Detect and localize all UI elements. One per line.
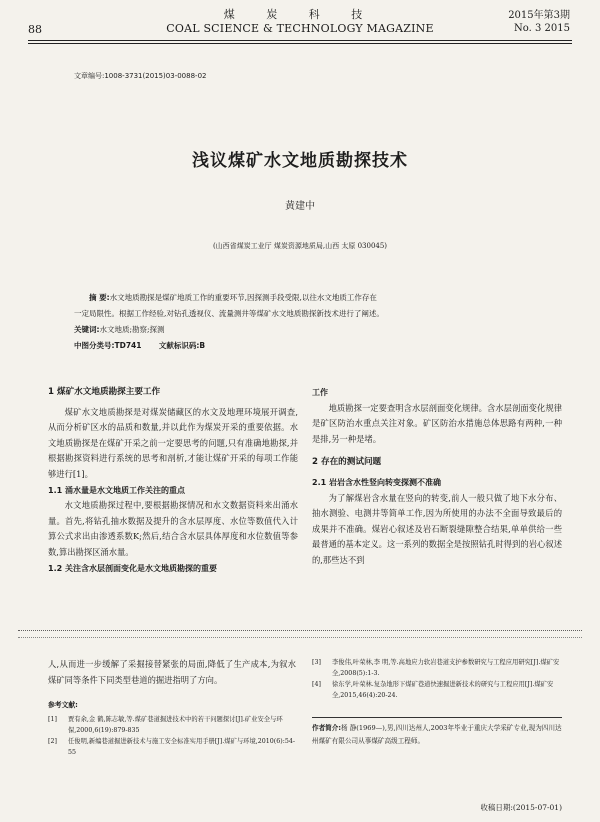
bottom-left-block (48, 657, 296, 758)
abstract-line-1 (74, 290, 529, 306)
reference-number: [2] (48, 737, 57, 745)
reference-number: [1] (48, 715, 57, 723)
doc-code-label: 文献标识码: (158, 341, 200, 350)
reference-text: 任俊明,新编巷道掘进新技术与施工安全标准实用手册[J].煤矿与环境,2010(6):54-55 (68, 737, 295, 756)
section-1-1-heading: 1.1 涌水量是水文地质工作关注的重点 (48, 485, 185, 495)
reference-text: 贾有余,金 鹤,陈志敏,等.煤矿巷道掘进技术中的若干问题探讨[J].矿业安全与环保,2000,6(19):879-835 (68, 715, 283, 734)
section-2-1-heading: 2.1 岩岩含水性竖向转变探测不准确 (312, 477, 441, 487)
reference-item (48, 736, 296, 758)
page-number: 88 (28, 23, 42, 36)
section-1-2-heading-cont: 工作 (312, 388, 328, 397)
reference-item (312, 679, 562, 701)
header-rule-thin (28, 43, 572, 44)
author-affiliation: (山西省煤炭工业厅 煤炭资源地质局,山西 太原 030045) (212, 242, 388, 250)
reference-item (48, 714, 296, 736)
keywords-line (74, 322, 529, 338)
reference-number: [4] (312, 681, 321, 688)
section-1-paragraph: 煤矿水文地质勘探是对煤炭储藏区的水文及地理环境展开调查,从而分析矿区水的品质和数量,并以此作为煤炭开采的重要依据。水文地质勘探是在煤矿开采之前一定要思考的问题,只有准确地勘探,并根据勘探资料进行系统的思考和剖析,才能让煤矿开采的每项工作能够进行[1]。 (48, 406, 298, 479)
section-1-2-heading: 1.2 关注含水层剖面变化是水文地质勘探的重要 (48, 563, 217, 573)
section-1-1-paragraph: 水文地质勘探过程中,要根据勘探情况和水文数据资料来出涌水量。首先,将钻孔抽水数据及提升的含水层厚度、水位等数值代入计算公式求出由渗透系数K;然后,结合含水层具体厚度和水位数值等参数,算出勘探区涌水量。 (48, 500, 298, 557)
keywords-label: 关键词: (74, 325, 100, 334)
scan-noise-band (18, 630, 582, 638)
issue-cn: 2015年第3期 (508, 10, 570, 21)
abstract-block (74, 290, 529, 354)
author-note-rule (312, 717, 562, 718)
section-1-heading: 1 煤矿水文地质勘探主要工作 (48, 387, 161, 397)
doc-code-value: B (199, 341, 206, 350)
reference-item (312, 657, 562, 679)
references-heading: 参考文献: (48, 701, 78, 710)
article-number: 文章编号:1008-3731(2015)03-0088-02 (74, 72, 207, 80)
conclusion-paragraph: 人,从而进一步缓解了采掘接替紧张的局面,降低了生产成本,为叙水煤矿同等条件下同类型巷道的掘进指明了方向。 (48, 659, 296, 685)
header-rule (28, 40, 572, 41)
reference-number: [3] (312, 659, 321, 666)
paper-title: 浅议煤矿水文地质勘探技术 (192, 151, 408, 171)
section-2-heading: 2 存在的测试问题 (312, 457, 382, 468)
reference-text: 徐东学,叶荣林.复杂地形下煤矿巷道快速掘进新技术的研究与工程应用[J].煤矿安全,2015,46(4):20-24. (332, 681, 554, 699)
section-1-2-paragraph: 地质勘探一定要查明含水层剖面变化规律。含水层剖面变化规律是矿区防治水重点关注对象。矿区防治水措施总体思路有两种,一种是排,另一种是堵。 (312, 402, 562, 444)
journal-name-cn: 煤 炭 科 技 (223, 8, 377, 21)
abstract-text-2: 一定局限性。根据工作经验,对钻孔透视仪、流量测井等煤矿水文地质勘探新技术进行了阐述。 (74, 309, 384, 318)
abstract-label: 摘 要: (89, 293, 110, 302)
received-date: 收稿日期:(2015-07-01) (480, 803, 562, 812)
abstract-text-1: 水文地质勘探是煤矿地质工作的重要环节,因探测手段受限,以往水文地质工作存在 (109, 293, 377, 302)
classification-line (74, 338, 529, 354)
clc-value: TD741 (114, 341, 142, 350)
author-note (312, 722, 562, 748)
paper-author: 黄建中 (285, 201, 315, 212)
clc-label: 中图分类号: (74, 341, 115, 350)
author-note-text: 杨 静(1969—),男,四川达州人,2003年毕业于重庆大学采矿专业,现为四川达州煤矿有限公司从事煤矿高级工程师。 (312, 724, 562, 745)
author-note-label: 作者简介: (312, 724, 342, 732)
reference-text: 李俊伟,叶荣林,李 明,等.高地应力软岩巷道支护参数研究与工程应用研究[J].煤矿安全,2008(5):1-3. (332, 659, 560, 677)
bottom-right-references (312, 657, 562, 701)
journal-name-en: COAL SCIENCE & TECHNOLOGY MAGAZINE (166, 22, 434, 35)
issue-en: No. 3 2015 (514, 23, 570, 34)
keywords-text: 水文地质;勘察;探测 (99, 325, 165, 334)
left-column (48, 385, 298, 576)
right-column (312, 385, 562, 569)
section-2-1-paragraph: 为了解煤岩含水量在竖向的转变,前人一般只做了地下水分布、抽水测验、电测井等简单工作,因为所使用的办法不全面导致最后的成果并不准确。煤岩心叙述及岩石断裂缝隙整合结果,单单供给一些最普通的基本定义。这一系列的数据全是按照钻孔时得到的岩心叙述的,那些达不到 (312, 492, 562, 565)
